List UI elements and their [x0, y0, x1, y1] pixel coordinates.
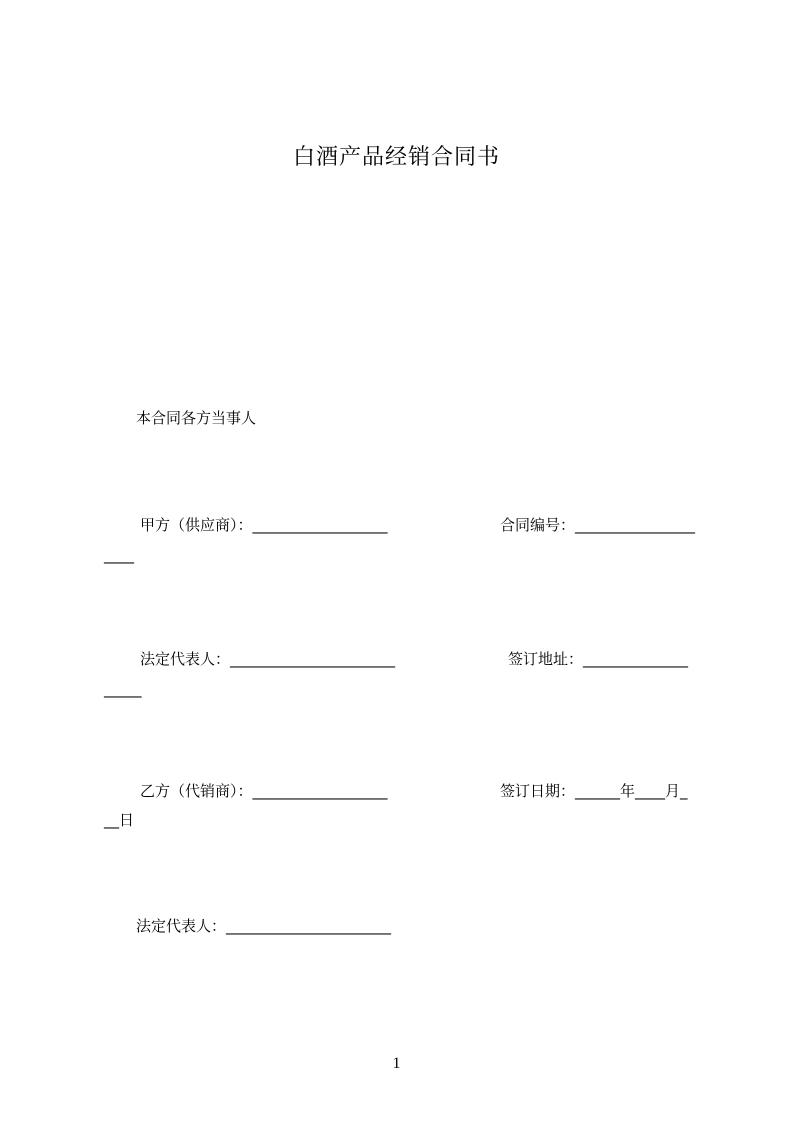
page-number: 1	[392, 1055, 401, 1072]
party-a-field: 甲方（供应商）：__________________	[140, 516, 388, 534]
party-b-representative-field: 法定代表人：______________________	[136, 917, 392, 935]
signing-date-field: 签订日期：______年____月_	[500, 782, 688, 800]
party-a-representative-field: 法定代表人：______________________	[140, 650, 396, 668]
party-b-field: 乙方（代销商）：__________________	[140, 782, 388, 800]
contract-number-continuation: ____	[104, 546, 134, 564]
document-title: 白酒产品经销合同书	[292, 145, 500, 170]
signing-date-continuation: __日	[104, 811, 135, 829]
signing-place-continuation: _____	[104, 680, 142, 698]
contract-number-field: 合同编号：________________	[500, 516, 696, 534]
signing-place-field: 签订地址：______________	[508, 650, 689, 668]
parties-intro: 本合同各方当事人	[136, 409, 257, 427]
